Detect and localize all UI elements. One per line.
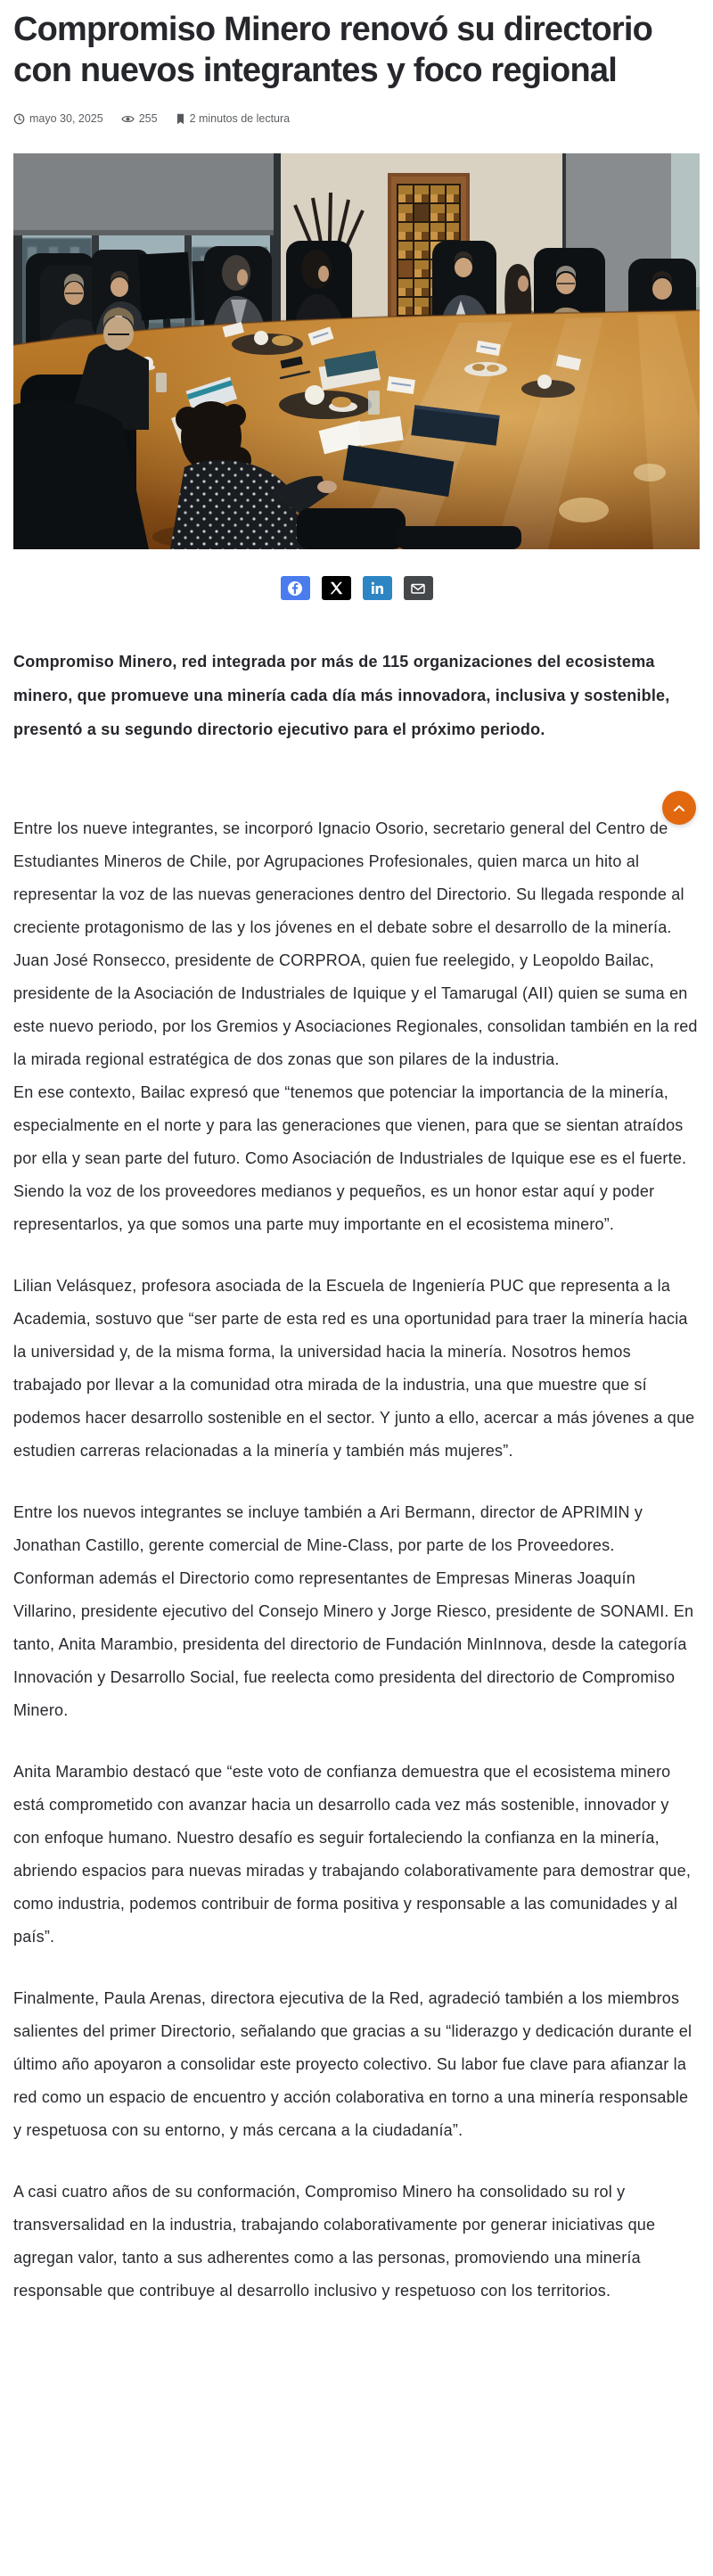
paragraph-8: A casi cuatro años de su conformación, Compromiso Minero ha consolidado su rol y transversalidad en la industria, trabajando colaborativamente por generar iniciativas que agregan valor, tanto a sus adherentes como a las personas, promoviendo una minería responsable que contribuye al desarrollo inclusivo y respetuoso con los territorios. bbox=[13, 2183, 656, 2300]
back-to-top-button[interactable] bbox=[662, 791, 696, 825]
paragraph-2: Juan José Ronsecco, presidente de CORPROA, quien fue reelegido, y Leopoldo Bailac, presidente de la Asociación de Industriales de Iquique y el Tamarugal (AII) quien se suma en este nuevo periodo, por los Gremios y Asociaciones Regionales, consolidan también en la red la mirada regional estratégica de dos zonas que son pilares de la industria. bbox=[13, 951, 698, 1068]
paragraph-1: Entre los nueve integrantes, se incorporó Ignacio Osorio, secretario general del Centro de Estudiantes Mineros de Chile, por Agrupaciones Profesionales, quien marca un hito al representar la voz de las nuevas generaciones dentro del Directorio. Su llegada responde al creciente protagonismo de las y los jóvenes en el debate sobre el desarrollo de la minería. bbox=[13, 819, 684, 936]
publish-date-label: mayo 30, 2025 bbox=[29, 112, 103, 125]
paragraph-5: Entre los nuevos integrantes se incluye también a Ari Bermann, director de APRIMIN y Jonathan Castillo, gerente comercial de Mine-Class, por parte de los Proveedores. Conforman además el Directorio como representantes de Empresas Mineras Joaquín Villarino, presidente ejecutivo del Consejo Minero y Jorge Riesco, presidente de SONAMI. En tanto, Anita Marambio, presidenta del directorio de Fundación MinInnova, desde la categoría Innovación y Desarrollo Social, fue reelecta como presidenta del directorio de Compromiso Minero. bbox=[13, 1503, 694, 1719]
paragraph-6: Anita Marambio destacó que “este voto de confianza demuestra que el ecosistema minero está comprometido con avanzar hacia un desarrollo cada vez más sostenible, innovador y con enfoque humano. Nuestro desafío es seguir fortaleciendo la confianza en la minería, abriendo espacios para nuevas miradas y trabajando colaborativamente para demostrar que, como industria, podemos contribuir de forma positiva y responsable a las comunidades y al país”. bbox=[13, 1763, 692, 1946]
x-share-button[interactable] bbox=[322, 576, 351, 600]
facebook-icon bbox=[287, 580, 303, 597]
page-title: Compromiso Minero renovó su directorio con nuevos integrantes y foco regional bbox=[13, 11, 653, 89]
boardroom-photo bbox=[13, 153, 700, 549]
envelope-icon bbox=[410, 581, 426, 596]
paragraph-4: Lilian Velásquez, profesora asociada de la Escuela de Ingeniería PUC que representa a la Academia, sostuvo que “ser parte de esta red es una oportunidad para traer la minería hacia la universidad y, de la misma forma, la universidad hacia la minería. Nosotros hemos trabajado por llevar a la comunidad otra mirada de la industria, una que muestre que sí podemos hacer desarrollo sostenible en el sector. Y junto a ello, acercar a más jóvenes a que estudien carreras relacionadas a la minería y también más mujeres”. bbox=[13, 1277, 695, 1460]
views-count: 255 bbox=[138, 112, 158, 125]
linkedin-share-button[interactable] bbox=[363, 576, 392, 600]
linkedin-icon bbox=[371, 581, 384, 595]
chevron-up-icon bbox=[673, 802, 685, 815]
read-time-label: 2 minutos de lectura bbox=[189, 112, 291, 125]
clock-icon bbox=[13, 113, 25, 125]
views bbox=[121, 112, 158, 125]
publish-date bbox=[13, 112, 103, 125]
paragraph-7: Finalmente, Paula Arenas, directora ejecutiva de la Red, agradeció también a los miembros salientes del primer Directorio, señalando que gracias a su “liderazgo y dedicación durante el último año apoyaron a consolidar este proyecto colectivo. Su labor fue clave para afianzar la red como un espacio de encuentro y acción colaborativa en torno a una minería responsable y respetuosa con su entorno, y más cercana a la ciudadanía”. bbox=[13, 1989, 693, 2139]
facebook-share-button[interactable] bbox=[281, 576, 310, 600]
email-share-button[interactable] bbox=[404, 576, 433, 600]
eye-icon bbox=[121, 114, 135, 124]
share-bar bbox=[13, 576, 700, 600]
read-time bbox=[176, 112, 291, 125]
x-icon bbox=[330, 581, 343, 595]
article-body bbox=[13, 812, 700, 2308]
lead-paragraph: Compromiso Minero, red integrada por más de 115 organizaciones del ecosistema minero, que promueve una minería cada día más innovadora, inclusiva y sostenible, presentó a su segundo directorio ejecutivo para el próximo periodo. bbox=[13, 653, 670, 738]
article-meta bbox=[13, 112, 700, 125]
featured-image bbox=[13, 153, 700, 549]
paragraph-3: En ese contexto, Bailac expresó que “tenemos que potenciar la importancia de la minería, especialmente en el norte y para las generaciones que vienen, para que se sientan atraídos por ella y sean parte del futuro. Como Asociación de Industriales de Iquique ese es el fuerte. Siendo la voz de los proveedores medianos y pequeños, es un honor estar aquí y poder representarlos, ya que somos una parte muy importante en el ecosistema minero”. bbox=[13, 1083, 687, 1233]
bookmark-icon bbox=[176, 113, 185, 125]
